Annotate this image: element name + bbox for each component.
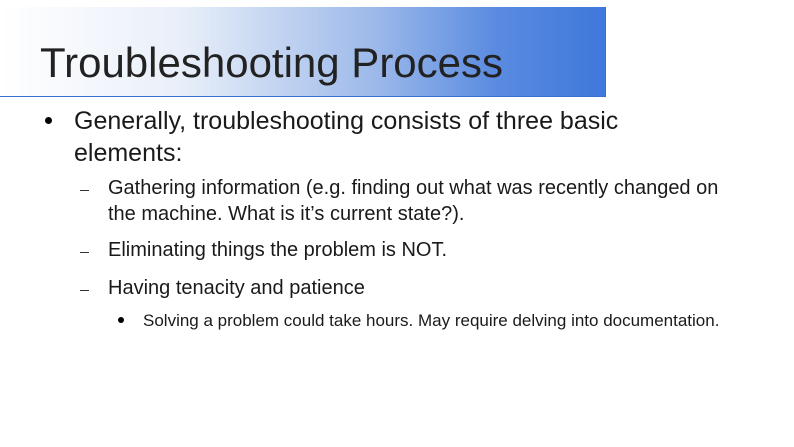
bullet-level1: Generally, troubleshooting consists of three basic elements: [74,107,619,167]
slide-title: Troubleshooting Process [40,39,504,86]
bullet-level2-tenacity: Having tenacity and patience [108,277,365,299]
bullet-level2-gathering: Gathering information (e.g. finding out what was recently changed on the machine. What is it’s current state?). [108,177,719,225]
bullet-dot-icon [45,117,52,124]
bullet-level3-solving: Solving a problem could take hours. May require delving into documentation. [143,311,720,330]
bullet-dash-icon [80,252,89,253]
bullet-dash-icon [80,190,89,191]
bullet-dash-icon [80,290,89,291]
title-banner [0,7,606,97]
bullet-level2-eliminating: Eliminating things the problem is NOT. [108,239,448,261]
bullet-dot-icon [118,317,124,323]
